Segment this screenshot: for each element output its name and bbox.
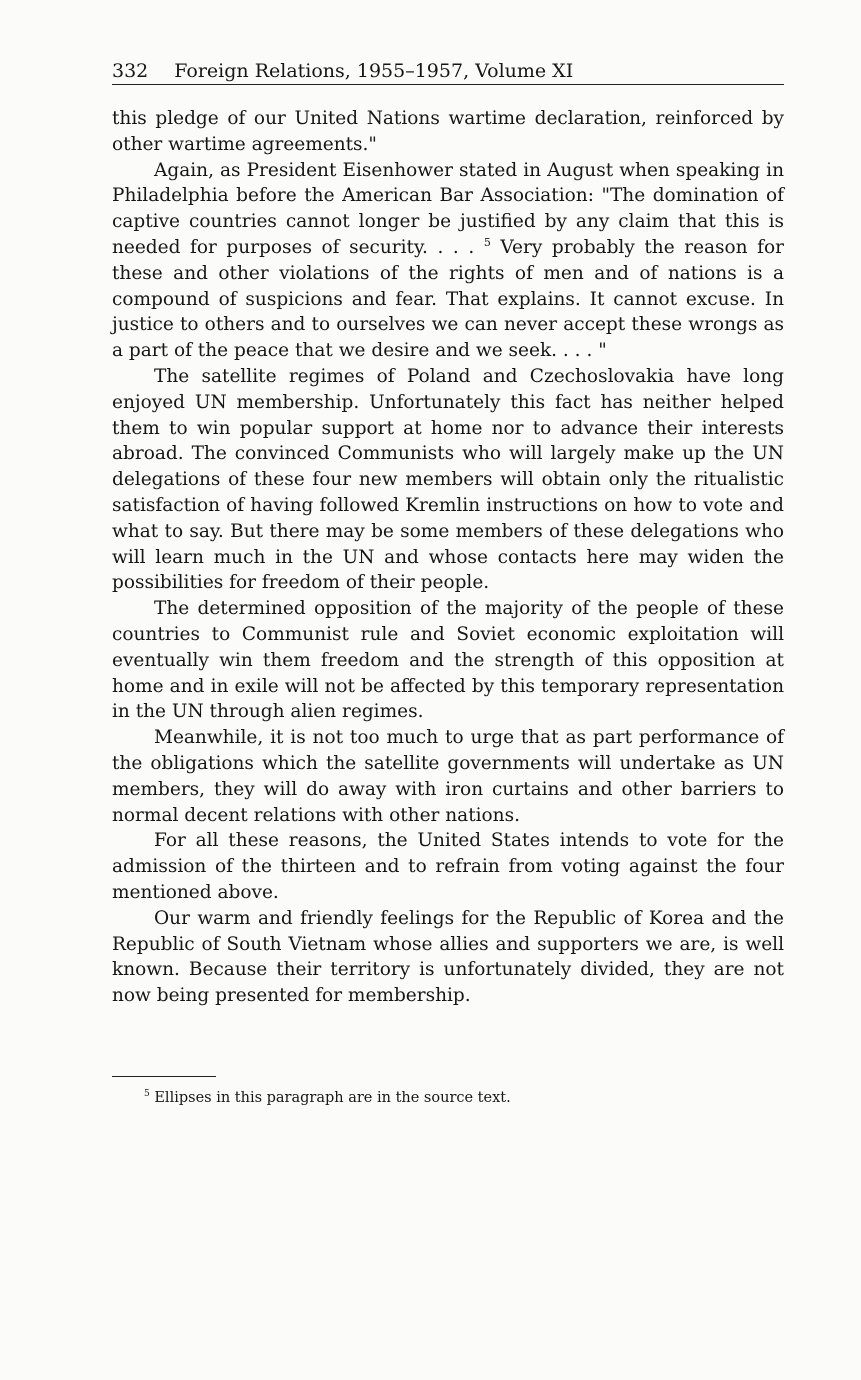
paragraph-vote-intention: For all these reasons, the United States intends to vote for the admission of the thirteen and to refrain from voting against the four mentioned above. (112, 830, 784, 903)
paragraph-eisenhower-quote: Again, as President Eisenhower stated in August when speaking in Philadelphia before the American Bar Association: "The domination of captive countries cannot longer be justified by any claim that this is needed for purposes of security. . . . $^5$ Very probably the reason for these and other violations of the rights of men and of nations is a compound of suspicions and fear. That explains. It cannot excuse. In justice to others and to ourselves we can never accept these wrongs as a part of the peace that we desire and we seek. . . . " (112, 159, 784, 362)
paragraph-opposition: The determined opposition of the majority of the people of these countries to Communist rule and Soviet economic exploitation will eventually win them freedom and the strength of this opposition at home and in exile will not be affected by this temporary representation in the UN through alien regimes. (112, 598, 784, 723)
running-title: Foreign Relations, 1955–1957, Volume XI (174, 60, 574, 82)
running-header (112, 58, 784, 85)
footnote-rule (112, 1076, 216, 1077)
paragraph-continuation: this pledge of our United Nations wartime declaration, reinforced by other wartime agreements." (112, 108, 784, 155)
paragraph-satellite-regimes: The satellite regimes of Poland and Czechoslovakia have long enjoyed UN membership. Unfortunately this fact has neither helped them to win popular support at home nor to advance their interests abroad. The convinced Communists who will largely make up the UN delegations of these four new members will obtain only the ritualistic satisfaction of having followed Kremlin instructions on how to vote and what to say. But there may be some members of these delegations who will learn much in the UN and whose contacts here may widen the possibilities for freedom of their people. (112, 365, 784, 594)
body-text (112, 106, 784, 1009)
footnote-marker: 5 (144, 1089, 150, 1100)
paragraph-obligations: Meanwhile, it is not too much to urge that as part performance of the obligations which the satellite governments will undertake as UN members, they will do away with iron curtains and other barriers to normal decent relations with other nations. (112, 727, 784, 826)
footnote-text: Ellipses in this paragraph are in the source text. (154, 1090, 511, 1106)
paragraph-korea-vietnam: Our warm and friendly feelings for the Republic of Korea and the Republic of South Vietnam whose allies and supporters we are, is well known. Because their territory is unfortunately divided, they are not now being presented for membership. (112, 907, 784, 1007)
footnote-reference: 5 (483, 235, 491, 249)
footnote (144, 1088, 764, 1108)
page-number: 332 (112, 60, 149, 82)
